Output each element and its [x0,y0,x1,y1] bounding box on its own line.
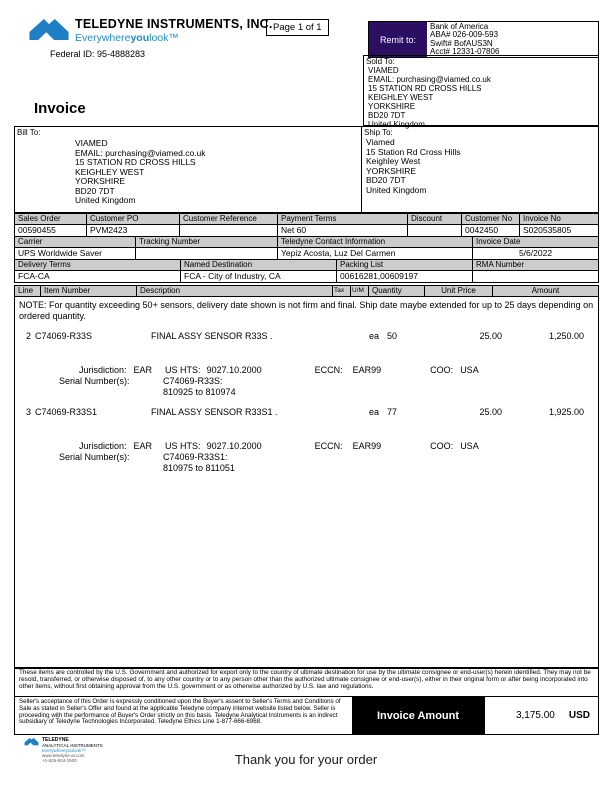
bill-ship-section [14,126,599,213]
item-description: FINAL ASSY SENSOR R33S1 . [151,407,278,417]
hts-label: US HTS: [165,441,201,451]
address-line: 15 STATION RD CROSS HILLS [368,84,482,93]
address-line: YORKSHIRE [368,102,416,111]
item-number: C74069-R33S1 [35,407,98,417]
address-line: United Kingdom [75,195,136,205]
col-header: Teledyne Contact Information [278,237,473,248]
eccn-label: ECCN: [314,441,343,451]
item-serial-numbers [15,376,598,398]
named-destination-value: FCA - City of Industry, CA [181,271,337,283]
sold-to-address [364,66,598,129]
line-item [15,407,598,474]
col-header: Customer No [462,214,520,225]
order-info-row3-headers [14,260,599,271]
sales-order-value: 00590455 [15,225,87,237]
carrier-value: UPS Worldwide Saver [15,248,136,260]
item-unit-price: 25.00 [479,407,502,417]
eccn-label: ECCN: [314,365,343,375]
col-header: Discount [408,214,462,225]
item-um: ea [368,407,379,417]
page-number-box: Page 1 of 1 [266,19,329,36]
packing-list-value: 00616281,00609197 [337,271,473,283]
item-tax [347,407,365,417]
col-header: Named Destination [181,260,337,271]
item-number: C74069-R33S [35,331,93,341]
address-line: United Kingdom [368,120,425,129]
col-header: Description [137,286,333,297]
terms-disclaimer: Seller's acceptance of this Order is expressly conditioned upon the Buyer's assent to Seller's Terms and Conditions of Sale as stated in Seller's Offer and found at the applicable Teledyne company internet website listed below. Seller is proceeding with the performance of Buyer's Order strictly on this basis. Teledyne Analytical Instruments is an indirect subsidiary of Teledyne Technologies Incorporated. Teledyne Ethics Line 1-877-666-6968. [19,698,341,726]
coo-value: USA [460,441,479,451]
sold-to-label: Sold To: [366,57,395,66]
bank-swift: Swift# BofAUS3N [430,38,493,48]
rma-number-value [473,271,599,283]
footer-website: www.teledyne-ai.com [42,753,85,758]
address-line: YORKSHIRE [75,176,126,186]
address-line: KEIGHLEY WEST [75,166,145,177]
bank-account: Acct# 12331-07806 [430,46,500,56]
address-line: BD20 7DT [75,185,115,196]
hts-value: 9027.10.2000 [206,365,262,375]
address-line: EMAIL: purchasing@viamed.co.uk [75,147,206,158]
item-serial-numbers [15,452,598,474]
company-tagline [75,32,273,44]
item-export-details [15,441,598,451]
teledyne-logo-icon [28,17,70,47]
eccn-value: EAR99 [352,441,382,451]
address-line: 15 STATION RD CROSS HILLS [75,157,196,167]
col-header: Tax [333,286,351,297]
order-info-row2-headers [14,237,599,248]
col-header: Carrier [15,237,136,248]
col-header: Item Number [41,286,137,297]
jurisdiction-value: EAR [133,441,153,451]
serial-label: Serial Number(s): [59,452,130,462]
customer-po-value: PVM2423 [87,225,180,237]
bill-to-label: Bill To: [17,128,41,137]
serial-item: C74069-R33S1: [163,452,228,462]
address-line: YORKSHIRE [366,165,417,176]
serial-label: Serial Number(s): [59,376,130,386]
address-line: EMAIL: purchasing@viamed.co.uk [368,75,491,84]
customer-no-value: 0042450 [462,225,520,237]
coo-label: COO: [430,365,454,375]
discount-value [408,225,462,237]
line-item [15,331,598,398]
tracking-number-value [136,248,278,260]
item-unit-price: 25.00 [479,331,502,341]
invoice-currency: USD [568,710,590,721]
ship-to-label: Ship To: [364,128,393,137]
col-header: Invoice No [520,214,599,225]
ship-to-box [361,126,599,213]
line-items-section [14,285,599,668]
order-info-row1-values [14,225,599,237]
invoice-amount-label: Invoice Amount [352,697,484,734]
tagline-part: look™ [149,32,179,44]
serial-range: 810925 to 810974 [163,387,236,397]
item-tax [347,331,365,341]
col-header: Customer PO [87,214,180,225]
col-header: Sales Order [15,214,87,225]
delivery-terms-value: FCA-CA [15,271,181,283]
col-header: Line [15,286,41,297]
invoice-amount-value: 3,175.00 [515,710,555,721]
col-header: Customer Reference [180,214,278,225]
jurisdiction-value: EAR [133,365,153,375]
address-line: BD20 7DT [366,175,406,185]
hts-value: 9027.10.2000 [206,441,262,451]
eccn-value: EAR99 [352,365,382,375]
order-info-section [14,213,599,283]
line-item-main-row [15,407,598,417]
order-note: NOTE: For quantity exceeding 50+ sensors, delivery date shown is not firm and final. Ship date maybe extended for up to 25 days depending on ordered quantity. [19,300,594,321]
terms-and-total-row [14,697,599,735]
company-name: TELEDYNE INSTRUMENTS, INC. [75,17,273,31]
remit-to-block [368,21,599,58]
page-title: Invoice [34,100,86,117]
hts-label: US HTS: [165,365,201,375]
footer-tagline: Everywhereyoulook™ [42,748,86,753]
teledyne-logo-icon [24,737,39,748]
header-logo-block [28,17,273,59]
item-description: FINAL ASSY SENSOR R33S . [151,331,273,341]
item-amount: 1,250.00 [548,331,584,341]
tagline-part: Everywhere [75,32,131,44]
footer-company: TELEDYNE [42,737,69,743]
line-number: 2 [25,331,31,341]
col-header: RMA Number [473,260,599,271]
line-number: 3 [25,407,31,417]
ship-to-address [362,138,598,195]
remit-to-label: Remit to: [369,22,427,57]
address-line: Keighley West [366,156,421,166]
jurisdiction-label: Jurisdiction: [79,441,127,451]
invoice-date-value: 5/6/2022 [473,248,599,260]
item-quantity: 77 [387,407,398,417]
coo-label: COO: [430,441,454,451]
order-info-row2-values [14,248,599,260]
teledyne-contact-value: Yepiz Acosta, Luz Del Carmen [278,248,473,260]
sold-to-box [363,55,599,129]
col-header: Delivery Terms [15,260,181,271]
export-disclaimer: These items are controlled by the U.S. Government and authorized for export only to the country of ultimate destination for use by the ultimate consignee or end-user(s) herein identified. They may not be resold, transferred, or otherwise disposed of, to any other country or to any person other than the authorized ultimate consignee or end-user(s), either in their original form or after being incorporated into other items, without first obtaining approval from the U.S. government or as otherwise authorized by U.S. law and regulations. [14,668,599,697]
item-export-details [15,365,598,375]
remit-bank-info [427,22,598,57]
address-line: VIAMED [368,66,399,75]
line-item-main-row [15,331,598,341]
col-header: Invoice Date [473,237,599,248]
footer-division: ANALYTICAL INSTRUMENTS [42,743,103,748]
invoice-amount-cell [484,697,598,734]
address-line: KEIGHLEY WEST [368,93,434,102]
col-header: Quantity [369,286,425,297]
item-quantity: 50 [387,331,398,341]
col-header: U/M [351,286,369,297]
address-line: Viamed [366,137,395,147]
col-header: Packing List [337,260,473,271]
coo-value: USA [460,365,479,375]
bill-to-address [75,139,361,206]
customer-reference-value [180,225,278,237]
bank-name: Bank of America [430,22,489,31]
order-info-row1-headers [14,213,599,225]
col-header: Payment Terms [278,214,408,225]
col-header: Unit Price [425,286,493,297]
tagline-part: you [130,32,150,44]
jurisdiction-label: Jurisdiction: [79,365,127,375]
order-info-row3-values [14,271,599,283]
federal-id: Federal ID: 95-4888283 [50,49,146,59]
address-line: BD20 7DT [368,111,406,120]
address-line: 15 Station Rd Cross Hills [366,146,461,157]
bank-aba: ABA# 026-009-593 [430,30,499,40]
address-line: United Kingdom [366,184,427,195]
address-line: VIAMED [75,138,108,148]
footer-phone: +1-626-934-1500 [42,758,77,763]
serial-range: 810975 to 811051 [163,463,235,473]
thank-you-message: Thank you for your order [234,752,378,767]
payment-terms-value: Net 60 [278,225,408,237]
col-header: Tracking Number [136,237,278,248]
item-um: ea [368,331,379,341]
item-amount: 1,925.00 [548,407,584,417]
col-header: Amount [493,286,598,297]
invoice-no-value: S020535805 [520,225,599,237]
bill-to-box [14,126,361,213]
items-header-row [15,285,598,297]
serial-item: C74069-R33S: [163,376,223,386]
